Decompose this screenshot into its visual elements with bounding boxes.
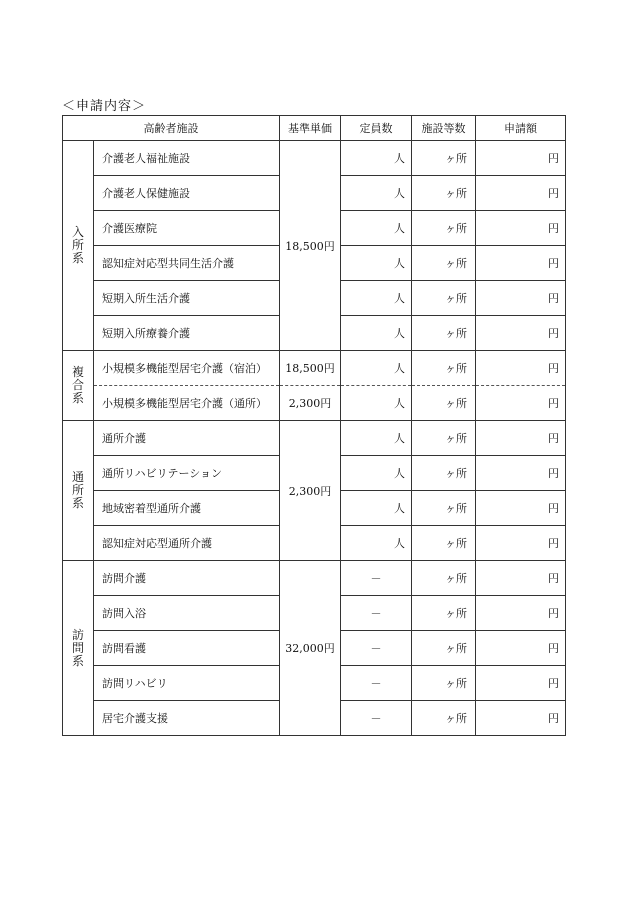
facility-name: 小規模多機能型居宅介護（宿泊）	[94, 351, 280, 386]
table-row	[63, 386, 566, 421]
capacity-cell[interactable]: 人	[341, 421, 412, 456]
header-facility: 高齢者施設	[63, 116, 280, 141]
count-cell[interactable]: ヶ所	[412, 351, 476, 386]
count-cell[interactable]: ヶ所	[412, 526, 476, 561]
group-label-char: 所	[71, 483, 84, 497]
facility-name: 訪問介護	[94, 561, 280, 596]
header-count: 施設等数	[412, 116, 476, 141]
group-label-char: 系	[71, 391, 84, 405]
amount-cell[interactable]: 円	[476, 176, 566, 211]
facility-name: 訪問入浴	[94, 596, 280, 631]
group-label-nyusho	[63, 141, 94, 351]
header-unit-price: 基準単価	[280, 116, 341, 141]
amount-cell[interactable]: 円	[476, 701, 566, 736]
capacity-cell: －	[341, 596, 412, 631]
capacity-cell[interactable]: 人	[341, 526, 412, 561]
count-cell[interactable]: ヶ所	[412, 666, 476, 701]
group-label-char: 入	[71, 225, 84, 239]
capacity-cell[interactable]: 人	[341, 141, 412, 176]
count-cell[interactable]: ヶ所	[412, 176, 476, 211]
count-cell[interactable]: ヶ所	[412, 246, 476, 281]
amount-cell[interactable]: 円	[476, 631, 566, 666]
group-label-homon	[63, 561, 94, 736]
count-cell[interactable]: ヶ所	[412, 561, 476, 596]
facility-name: 短期入所生活介護	[94, 281, 280, 316]
capacity-cell: －	[341, 561, 412, 596]
capacity-cell[interactable]: 人	[341, 246, 412, 281]
facility-name: 地域密着型通所介護	[94, 491, 280, 526]
table-row	[63, 421, 566, 456]
count-cell[interactable]: ヶ所	[412, 631, 476, 666]
facility-name: 訪問看護	[94, 631, 280, 666]
count-cell[interactable]: ヶ所	[412, 316, 476, 351]
unit-price: 18,500円	[280, 141, 341, 351]
capacity-cell[interactable]: 人	[341, 386, 412, 421]
facility-name: 短期入所療養介護	[94, 316, 280, 351]
group-label-char: 複	[71, 365, 84, 379]
unit-price: 2,300円	[280, 386, 341, 421]
count-cell[interactable]: ヶ所	[412, 386, 476, 421]
application-table	[62, 115, 566, 736]
amount-cell[interactable]: 円	[476, 491, 566, 526]
facility-name: 訪問リハビリ	[94, 666, 280, 701]
unit-price: 2,300円	[280, 421, 341, 561]
group-label-char: 所	[71, 238, 84, 252]
facility-name: 小規模多機能型居宅介護（通所）	[94, 386, 280, 421]
table-row	[63, 561, 566, 596]
count-cell[interactable]: ヶ所	[412, 141, 476, 176]
amount-cell[interactable]: 円	[476, 316, 566, 351]
capacity-cell[interactable]: 人	[341, 456, 412, 491]
group-label-char: 訪	[71, 627, 84, 642]
count-cell[interactable]: ヶ所	[412, 211, 476, 246]
capacity-cell: －	[341, 701, 412, 736]
amount-cell[interactable]: 円	[476, 211, 566, 246]
unit-price: 32,000円	[280, 561, 341, 736]
amount-cell[interactable]: 円	[476, 596, 566, 631]
facility-name: 認知症対応型共同生活介護	[94, 246, 280, 281]
table-row	[63, 141, 566, 176]
amount-cell[interactable]: 円	[476, 386, 566, 421]
section-title: ＜申請内容＞	[62, 99, 147, 114]
capacity-cell[interactable]: 人	[341, 211, 412, 246]
group-label-tsusho	[63, 421, 94, 561]
unit-price: 18,500円	[280, 351, 341, 386]
facility-name: 介護医療院	[94, 211, 280, 246]
amount-cell[interactable]: 円	[476, 421, 566, 456]
group-label-char: 問	[71, 640, 84, 655]
facility-name: 通所リハビリテーション	[94, 456, 280, 491]
capacity-cell[interactable]: 人	[341, 491, 412, 526]
facility-name: 介護老人福祉施設	[94, 141, 280, 176]
group-label-char: 系	[71, 653, 84, 668]
amount-cell[interactable]: 円	[476, 351, 566, 386]
group-label-fukugo	[63, 351, 94, 421]
capacity-cell[interactable]: 人	[341, 316, 412, 351]
header-amount: 申請額	[476, 116, 566, 141]
capacity-cell: －	[341, 631, 412, 666]
group-label-char: 通	[71, 470, 84, 484]
facility-name: 介護老人保健施設	[94, 176, 280, 211]
amount-cell[interactable]: 円	[476, 141, 566, 176]
amount-cell[interactable]: 円	[476, 666, 566, 701]
group-label-char: 合	[71, 378, 84, 392]
amount-cell[interactable]: 円	[476, 526, 566, 561]
group-label-char: 系	[71, 496, 84, 510]
count-cell[interactable]: ヶ所	[412, 421, 476, 456]
count-cell[interactable]: ヶ所	[412, 596, 476, 631]
capacity-cell: －	[341, 666, 412, 701]
capacity-cell[interactable]: 人	[341, 176, 412, 211]
amount-cell[interactable]: 円	[476, 561, 566, 596]
amount-cell[interactable]: 円	[476, 246, 566, 281]
table-row	[63, 351, 566, 386]
facility-name: 通所介護	[94, 421, 280, 456]
amount-cell[interactable]: 円	[476, 281, 566, 316]
count-cell[interactable]: ヶ所	[412, 701, 476, 736]
count-cell[interactable]: ヶ所	[412, 491, 476, 526]
count-cell[interactable]: ヶ所	[412, 281, 476, 316]
capacity-cell[interactable]: 人	[341, 281, 412, 316]
capacity-cell[interactable]: 人	[341, 351, 412, 386]
count-cell[interactable]: ヶ所	[412, 456, 476, 491]
header-capacity: 定員数	[341, 116, 412, 141]
table-header-row	[63, 116, 566, 141]
group-label-char: 系	[71, 251, 84, 265]
amount-cell[interactable]: 円	[476, 456, 566, 491]
facility-name: 居宅介護支援	[94, 701, 280, 736]
facility-name: 認知症対応型通所介護	[94, 526, 280, 561]
